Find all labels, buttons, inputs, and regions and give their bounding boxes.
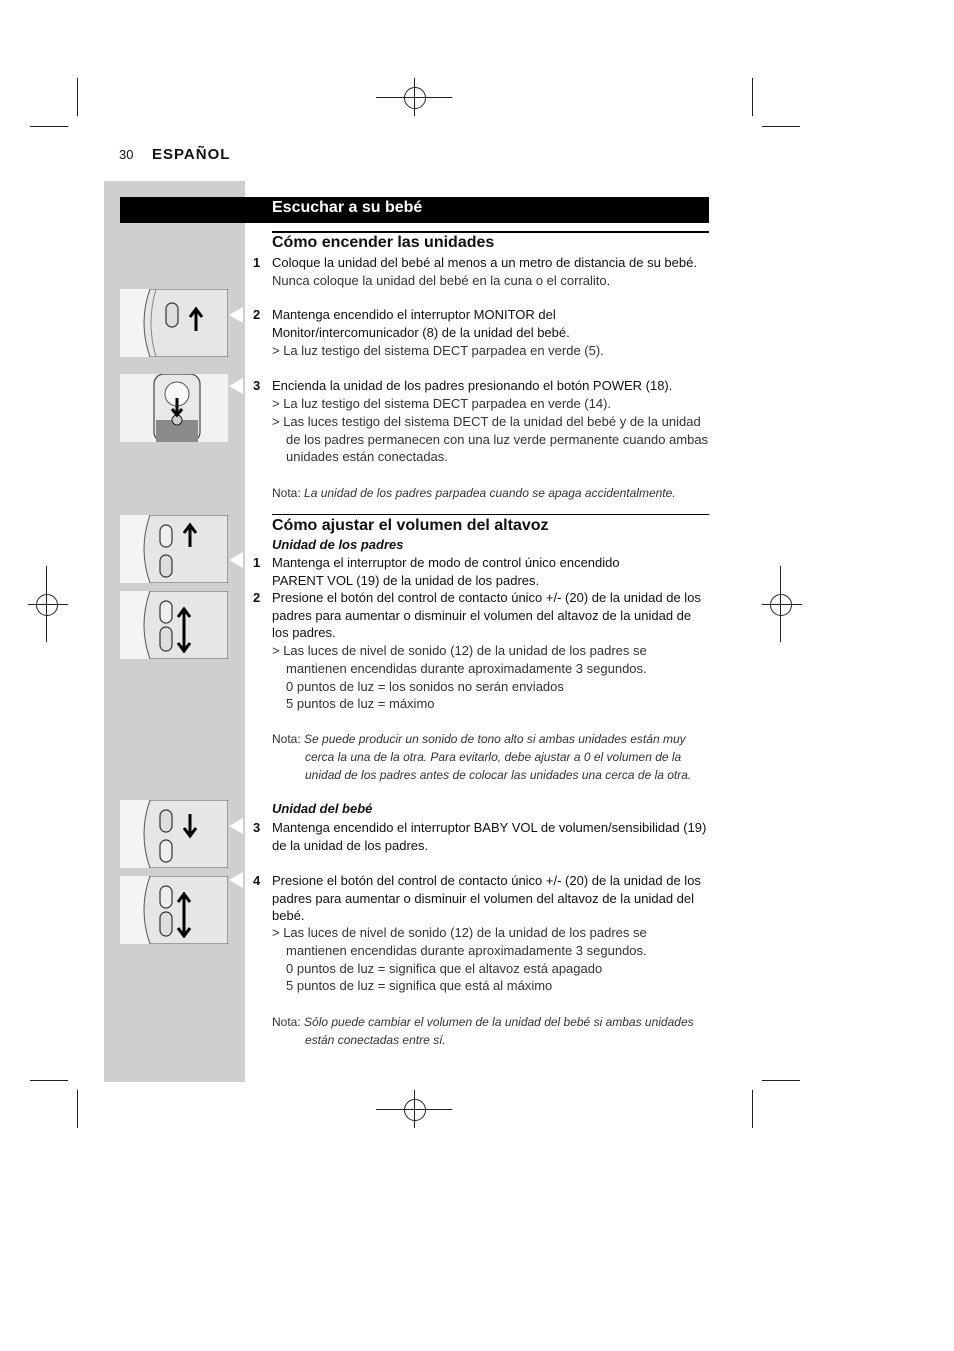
crop-mark bbox=[752, 78, 753, 116]
baby-vol-switch-illustration bbox=[120, 800, 228, 868]
step-text: Coloque la unidad del bebé al menos a un metro de distancia de su bebé. bbox=[272, 255, 697, 270]
crop-mark bbox=[762, 1080, 800, 1081]
step-text: Monitor/intercomunicador (8) de la unidad del bebé. bbox=[272, 325, 570, 340]
step-number: 3 bbox=[253, 820, 261, 835]
note-label: Nota: bbox=[272, 1015, 301, 1029]
step-text: Encienda la unidad de los padres presionando el botón POWER (18). bbox=[272, 378, 673, 393]
baby-volume-buttons-illustration bbox=[120, 876, 228, 944]
section-title-bar bbox=[120, 197, 709, 223]
crop-mark bbox=[30, 126, 68, 127]
step-text: Mantenga encendido el interruptor MONITOR del bbox=[272, 307, 556, 322]
section-title: Escuchar a su bebé bbox=[272, 199, 423, 216]
step-subtext: Nunca coloque la unidad del bebé en la cuna o el corralito. bbox=[272, 273, 611, 288]
level-info: 5 puntos de luz = significa que está al máximo bbox=[286, 978, 553, 993]
crop-mark bbox=[77, 78, 78, 116]
crop-mark bbox=[762, 126, 800, 127]
note bbox=[272, 484, 709, 502]
step-result: > La luz testigo del sistema DECT parpadea en verde (14). bbox=[272, 396, 612, 411]
crop-mark bbox=[30, 1080, 68, 1081]
section-rule bbox=[272, 514, 709, 515]
section-rule bbox=[272, 231, 709, 233]
note-text: Se puede producir un sonido de tono alto si ambas unidades están muy cerca la una de la otra. Para evitarlo, debe ajustar a 0 el volumen de la unidad de los padres antes de colocar las unidades una cerca de la otra. bbox=[304, 732, 692, 782]
note bbox=[272, 1013, 709, 1049]
parent-volume-buttons-illustration bbox=[120, 591, 228, 659]
heading-turn-on: Cómo encender las unidades bbox=[272, 234, 495, 251]
step-number: 1 bbox=[253, 555, 261, 570]
step-number: 2 bbox=[253, 590, 261, 605]
subheading-parent-unit: Unidad de los padres bbox=[272, 537, 404, 552]
language-label: ESPAÑOL bbox=[152, 146, 231, 163]
step-text: Presione el botón del control de contacto único +/- (20) de la unidad de los padres para aumentar o disminuir el volumen del altavoz de la unidad del bebé. bbox=[272, 873, 701, 923]
step-text: Mantenga encendido el interruptor BABY VOL de volumen/sensibilidad (19) de la unidad de los padres. bbox=[272, 820, 707, 853]
pointer-arrow bbox=[229, 307, 243, 323]
step-result: > La luz testigo del sistema DECT parpadea en verde (5). bbox=[272, 343, 604, 358]
step-number: 4 bbox=[253, 873, 261, 888]
step-text: Mantenga el interruptor de modo de control único encendido bbox=[272, 555, 620, 570]
pointer-arrow bbox=[229, 552, 243, 568]
pointer-arrow bbox=[229, 872, 243, 888]
parent-vol-switch-illustration bbox=[120, 515, 228, 583]
pointer-arrow bbox=[229, 378, 243, 394]
note-text: Sólo puede cambiar el volumen de la unidad del bebé si ambas unidades están conectadas entre sí. bbox=[304, 1015, 694, 1047]
note-label: Nota: bbox=[272, 486, 301, 500]
crop-mark bbox=[752, 1090, 753, 1128]
level-info: 0 puntos de luz = los sonidos no serán enviados bbox=[286, 679, 564, 694]
pointer-arrow bbox=[229, 818, 243, 834]
level-info: 5 puntos de luz = máximo bbox=[286, 696, 435, 711]
step-result: > Las luces de nivel de sonido (12) de la unidad de los padres se mantienen encendidas durante aproximadamente 3 segundos. bbox=[272, 925, 647, 958]
note-label: Nota: bbox=[272, 732, 301, 746]
step-number: 1 bbox=[253, 255, 261, 270]
page-number: 30 bbox=[119, 147, 134, 162]
step-number: 2 bbox=[253, 307, 261, 322]
note-text: La unidad de los padres parpadea cuando se apaga accidentalmente. bbox=[304, 486, 676, 500]
subheading-baby-unit: Unidad del bebé bbox=[272, 801, 373, 816]
parent-unit-power-illustration bbox=[120, 374, 228, 442]
step-text: PARENT VOL (19) de la unidad de los padres. bbox=[272, 573, 540, 588]
baby-unit-monitor-illustration bbox=[120, 289, 228, 357]
crop-mark bbox=[77, 1090, 78, 1128]
step-result: > Las luces de nivel de sonido (12) de la unidad de los padres se mantienen encendidas durante aproximadamente 3 segundos. bbox=[272, 643, 647, 676]
step-number: 3 bbox=[253, 378, 261, 393]
level-info: 0 puntos de luz = significa que el altavoz está apagado bbox=[286, 961, 603, 976]
heading-adjust-volume: Cómo ajustar el volumen del altavoz bbox=[272, 517, 549, 534]
note bbox=[272, 730, 709, 784]
step-result: > Las luces testigo del sistema DECT de la unidad del bebé y de la unidad de los padres permanecen con una luz verde permanente cuando ambas unidades están conectadas. bbox=[272, 414, 709, 464]
step-text: Presione el botón del control de contacto único +/- (20) de la unidad de los padres para aumentar o disminuir el volumen del altavoz de la unidad de los padres. bbox=[272, 590, 701, 640]
